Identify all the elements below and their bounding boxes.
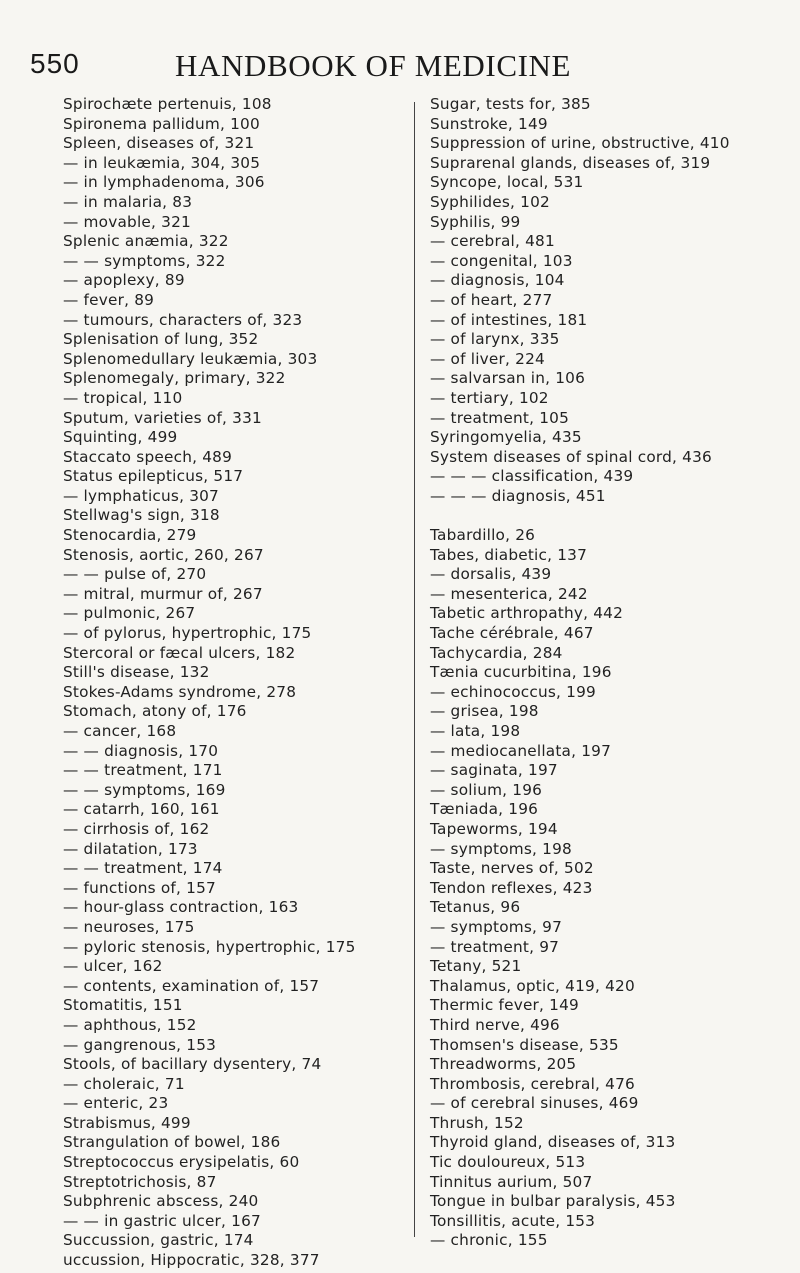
index-entry: Stools, of bacillary dysentery, 74 xyxy=(63,1055,322,1074)
index-entry: Stellwag's sign, 318 xyxy=(63,506,220,525)
index-entry: Tinnitus aurium, 507 xyxy=(430,1172,593,1191)
index-entry: Tænia cucurbitina, 196 xyxy=(430,663,612,682)
index-entry: — apoplexy, 89 xyxy=(63,271,185,290)
index-entry: Thalamus, optic, 419, 420 xyxy=(430,976,635,995)
index-entry: — dilatation, 173 xyxy=(63,839,198,858)
index-entry: Splenic anæmia, 322 xyxy=(63,232,229,251)
index-entry: Stenocardia, 279 xyxy=(63,526,197,545)
index-entry: Third nerve, 496 xyxy=(430,1015,560,1034)
index-entry: Sputum, varieties of, 331 xyxy=(63,408,262,427)
index-entry: Tongue in bulbar paralysis, 453 xyxy=(430,1192,676,1211)
index-entry: — mediocanellata, 197 xyxy=(430,741,612,760)
index-entry: — gangrenous, 153 xyxy=(63,1035,217,1054)
index-entry: Stomatitis, 151 xyxy=(63,996,183,1015)
index-entry: — of liver, 224 xyxy=(430,349,545,368)
index-entry: — — symptoms, 169 xyxy=(63,780,226,799)
index-entry: — salvarsan in, 106 xyxy=(430,369,586,388)
index-entry: — mesenterica, 242 xyxy=(430,584,588,603)
column-divider xyxy=(414,102,415,1237)
index-entry: — in malaria, 83 xyxy=(63,192,193,211)
index-entry: — in lymphadenoma, 306 xyxy=(63,173,265,192)
index-entry: Squinting, 499 xyxy=(63,428,178,447)
index-entry: Stokes-Adams syndrome, 278 xyxy=(63,682,297,701)
index-entry: Suppression of urine, obstructive, 410 xyxy=(430,134,730,153)
index-entry: Tachycardia, 284 xyxy=(430,643,563,662)
index-entry: Tic douloureux, 513 xyxy=(430,1153,586,1172)
index-entry: Tetany, 521 xyxy=(430,957,522,976)
index-entry: — cirrhosis of, 162 xyxy=(63,819,210,838)
index-entry: — — symptoms, 322 xyxy=(63,251,226,270)
index-entry: — chronic, 155 xyxy=(430,1231,548,1250)
index-entry: Tapeworms, 194 xyxy=(430,819,558,838)
index-entry: — — in gastric ulcer, 167 xyxy=(63,1211,261,1230)
index-entry: — saginata, 197 xyxy=(430,761,558,780)
index-entry: Sunstroke, 149 xyxy=(430,114,548,133)
index-entry: — cancer, 168 xyxy=(63,722,177,740)
index-entry: — of intestines, 181 xyxy=(430,310,588,329)
index-entry: Syphilis, 99 xyxy=(430,212,521,231)
index-entry: Thermic fever, 149 xyxy=(430,996,579,1015)
index-entry: uccussion, Hippocratic, 328, 377 xyxy=(63,1251,320,1270)
index-entry: — hour-glass contraction, 163 xyxy=(63,898,299,917)
index-entry: Strangulation of bowel, 186 xyxy=(63,1133,281,1152)
index-entry: Stercoral or fæcal ulcers, 182 xyxy=(63,643,296,662)
index-entry: Succussion, gastric, 174 xyxy=(63,1231,254,1250)
index-entry: — neuroses, 175 xyxy=(63,917,195,936)
index-entry: — symptoms, 198 xyxy=(430,839,572,858)
index-entry: Status epilepticus, 517 xyxy=(63,467,244,486)
index-entry: — lymphaticus, 307 xyxy=(63,486,219,505)
index-entry: Thyroid gland, diseases of, 313 xyxy=(430,1133,676,1152)
index-entry: — pyloric stenosis, hypertrophic, 175 xyxy=(63,937,356,956)
index-entry: Suprarenal glands, diseases of, 319 xyxy=(430,153,711,172)
index-entry: — echinococcus, 199 xyxy=(430,682,596,701)
index-entry: — mitral, murmur of, 267 xyxy=(63,584,263,603)
index-entry: Tache cérébrale, 467 xyxy=(430,624,594,643)
page-number: 550 xyxy=(30,48,80,79)
index-entry: — symptoms, 97 xyxy=(430,917,563,936)
index-entry: Tæniada, 196 xyxy=(430,800,539,819)
index-entry: Tendon reflexes, 423 xyxy=(430,878,593,897)
index-entry: — of pylorus, hypertrophic, 175 xyxy=(63,624,312,643)
index-entry: — solium, 196 xyxy=(430,780,543,799)
index-entry: — tumours, characters of, 323 xyxy=(63,310,303,329)
index-entry: — in leukæmia, 304, 305 xyxy=(63,153,261,172)
page-header xyxy=(30,48,770,88)
index-entry: Thrush, 152 xyxy=(430,1113,524,1132)
index-entry: — — diagnosis, 170 xyxy=(63,741,219,760)
index-entry: — enteric, 23 xyxy=(63,1094,169,1113)
index-entry: — of cerebral sinuses, 469 xyxy=(430,1094,639,1113)
index-entry xyxy=(430,506,770,526)
index-entry: System diseases of spinal cord, 436 xyxy=(430,447,712,466)
index-entry: — movable, 321 xyxy=(63,212,191,231)
index-entry: Streptococcus erysipelatis, 60 xyxy=(63,1153,300,1172)
index-entry: — — treatment, 174 xyxy=(63,859,223,878)
index-entry: — functions of, 157 xyxy=(63,878,216,897)
index-entry: — contents, examination of, 157 xyxy=(63,976,320,995)
index-entry: Splenomedullary leukæmia, 303 xyxy=(63,349,318,368)
index-entry: — tertiary, 102 xyxy=(430,388,549,407)
index-column-left xyxy=(63,95,403,1271)
index-entry: Spironema pallidum, 100 xyxy=(63,114,260,133)
index-entry: — ulcer, 162 xyxy=(63,957,163,976)
index-entry: — cerebral, 481 xyxy=(430,232,555,251)
index-entry: — fever, 89 xyxy=(63,290,155,309)
index-entry: — diagnosis, 104 xyxy=(430,271,565,290)
running-title: HANDBOOK OF MEDICINE xyxy=(175,48,572,83)
index-entry: Splenisation of lung, 352 xyxy=(63,330,259,349)
index-entry: — congenital, 103 xyxy=(430,251,573,270)
index-entry: Sugar, tests for, 385 xyxy=(430,95,591,113)
index-column-right xyxy=(430,95,770,1251)
index-entry: Thomsen's disease, 535 xyxy=(430,1035,619,1054)
index-entry: — — treatment, 171 xyxy=(63,761,223,780)
index-entry: — treatment, 97 xyxy=(430,937,560,956)
index-entry: Streptotrichosis, 87 xyxy=(63,1172,217,1191)
index-entry: Taste, nerves of, 502 xyxy=(430,859,594,878)
index-entry: — choleraic, 71 xyxy=(63,1074,185,1093)
index-entry: — tropical, 110 xyxy=(63,388,183,407)
index-entry: — of heart, 277 xyxy=(430,290,553,309)
index-entry: — pulmonic, 267 xyxy=(63,604,196,623)
index-entry: Tabardillo, 26 xyxy=(430,526,536,545)
index-entry: Tonsillitis, acute, 153 xyxy=(430,1211,596,1230)
index-entry: Syringomyelia, 435 xyxy=(430,428,582,447)
index-entry: — catarrh, 160, 161 xyxy=(63,800,220,819)
index-entry: Staccato speech, 489 xyxy=(63,447,233,466)
index-entry: — grisea, 198 xyxy=(430,702,539,721)
index-entry: — lata, 198 xyxy=(430,722,521,740)
index-entry: — of larynx, 335 xyxy=(430,330,560,349)
index-entry: — — pulse of, 270 xyxy=(63,565,207,584)
index-entry: Syphilides, 102 xyxy=(430,192,550,211)
index-entry: Syncope, local, 531 xyxy=(430,173,584,192)
index-entry: — dorsalis, 439 xyxy=(430,565,552,584)
index-entry: Subphrenic abscess, 240 xyxy=(63,1192,259,1211)
index-entry: Threadworms, 205 xyxy=(430,1055,577,1074)
index-entry: Splenomegaly, primary, 322 xyxy=(63,369,286,388)
index-entry: Tetanus, 96 xyxy=(430,898,521,917)
index-entry: Thrombosis, cerebral, 476 xyxy=(430,1074,635,1093)
index-entry: Spleen, diseases of, 321 xyxy=(63,134,255,153)
index-entry: Tabes, diabetic, 137 xyxy=(430,545,588,564)
index-entry: Stenosis, aortic, 260, 267 xyxy=(63,545,264,564)
index-entry: Strabismus, 499 xyxy=(63,1113,191,1132)
index-entry: — — — diagnosis, 451 xyxy=(430,486,606,505)
index-entry: Stomach, atony of, 176 xyxy=(63,702,247,721)
index-entry: Still's disease, 132 xyxy=(63,663,210,682)
index-entry: — treatment, 105 xyxy=(430,408,570,427)
index-entry: Tabetic arthropathy, 442 xyxy=(430,604,624,623)
index-entry: — — — classification, 439 xyxy=(430,467,634,486)
index-entry: Spirochæte pertenuis, 108 xyxy=(63,95,272,113)
index-entry: — aphthous, 152 xyxy=(63,1015,197,1034)
